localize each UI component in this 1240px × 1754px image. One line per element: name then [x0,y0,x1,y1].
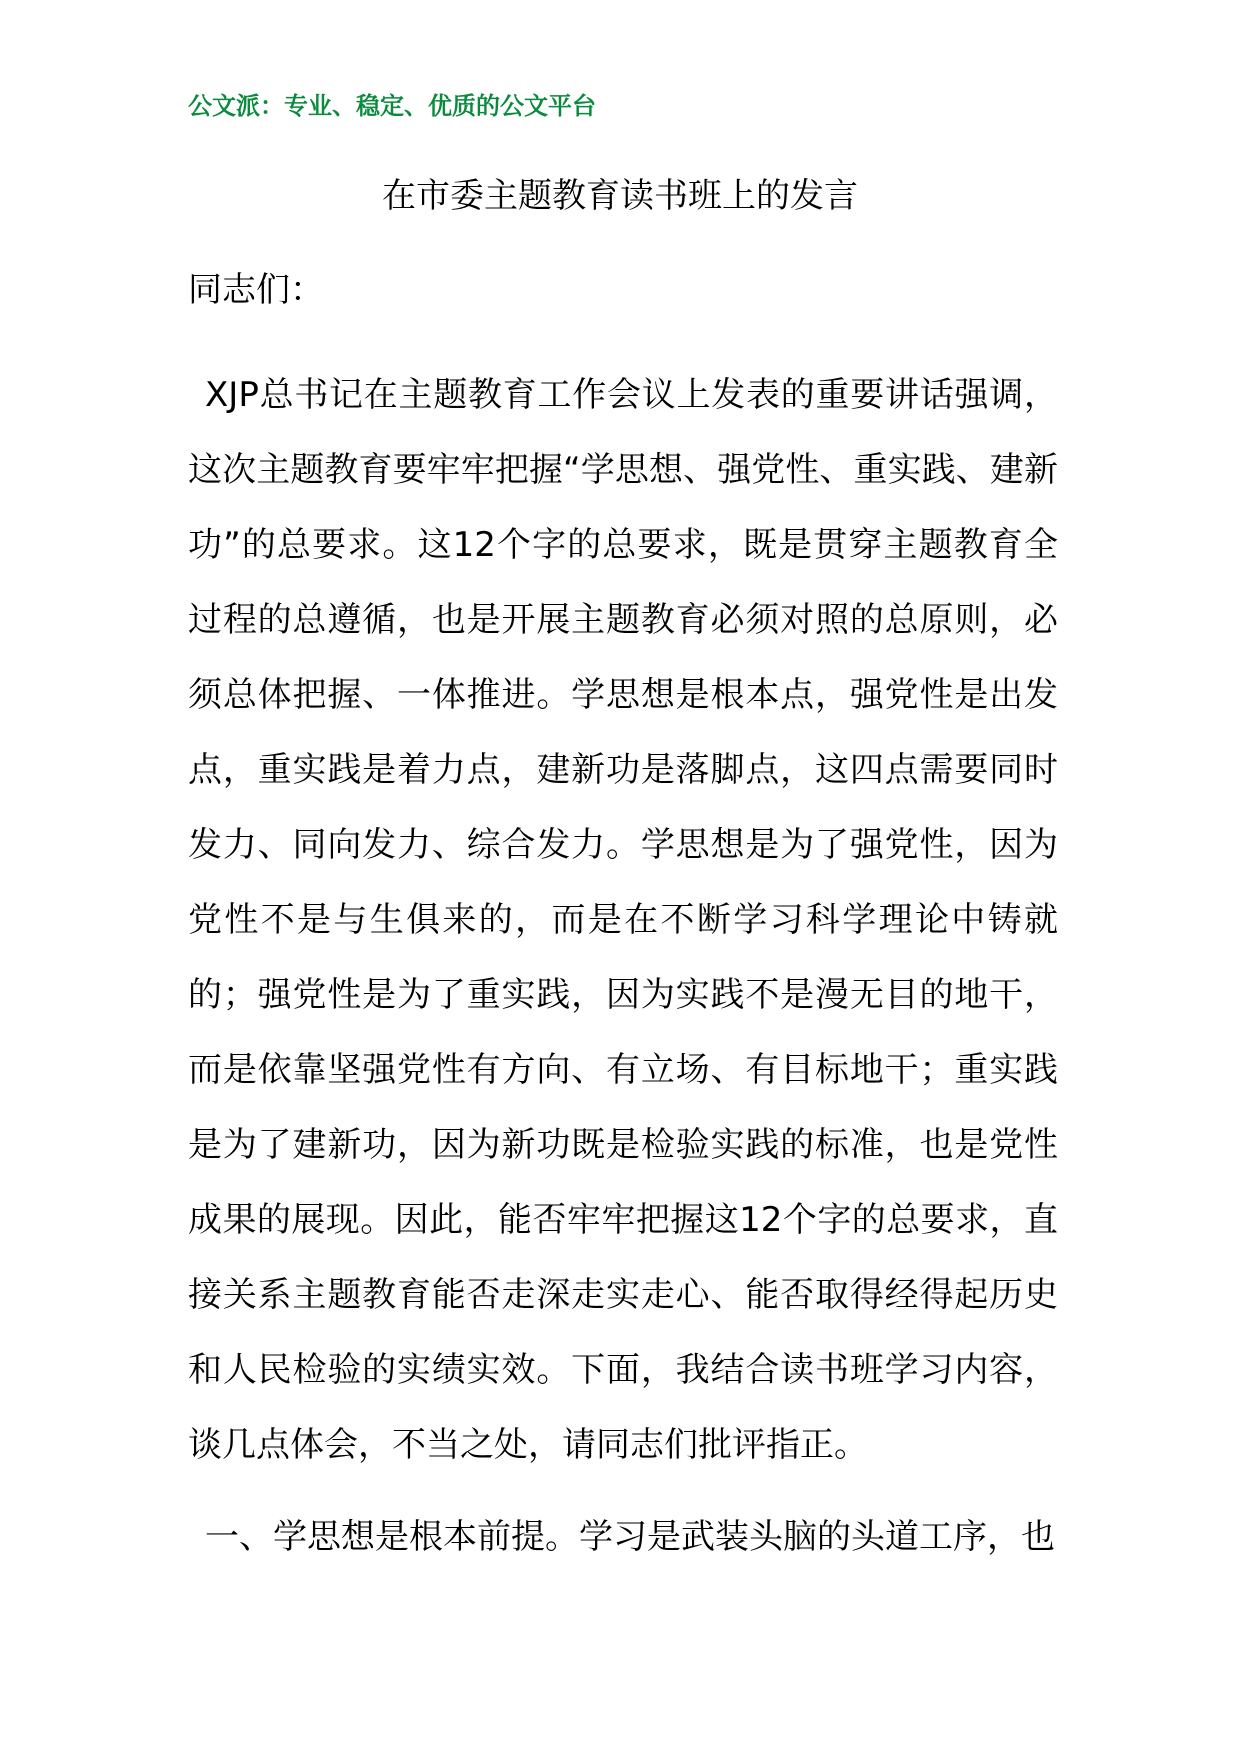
platform-watermark: 公文派：专业、稳定、优质的公文平台 [188,92,596,120]
salutation: 同志们： [188,270,324,310]
document-title: 在市委主题教育读书班上的发言 [382,176,858,216]
document-body [188,358,1058,1575]
body-paragraph-section-one: 一、学思想是根本前提。学习是武装头脑的头道工序，也 [205,1517,1055,1557]
body-paragraph-intro: XJP总书记在主题教育工作会议上发表的重要讲话强调，这次主题教育要牢牢把握“学思想、强党性、重实践、建新功”的总要求。这12个字的总要求，既是贯穿主题教育全过程的总遵循，也是开展主题教育必须对照的总原则，必须总体把握、一体推进。学思想是根本点，强党性是出发点，重实践是着力点，建新功是落脚点，这四点需要同时发力、同向发力、综合发力。学思想是为了强党性，因为党性不是与生俱来的，而是在不断学习科学理论中铸就的；强党性是为了重实践，因为实践不是漫无目的地干，而是依靠坚强党性有方向、有立场、有目标地干；重实践是为了建新功，因为新功既是检验实践的标准，也是党性成果的展现。因此，能否牢牢把握这12个字的总要求，直接关系主题教育能否走深走实走心、能否取得经得起历史和人民检验的实绩实效。下面，我结合读书班学习内容，谈几点体会，不当之处，请同志们批评指正。 [188,375,1058,1465]
